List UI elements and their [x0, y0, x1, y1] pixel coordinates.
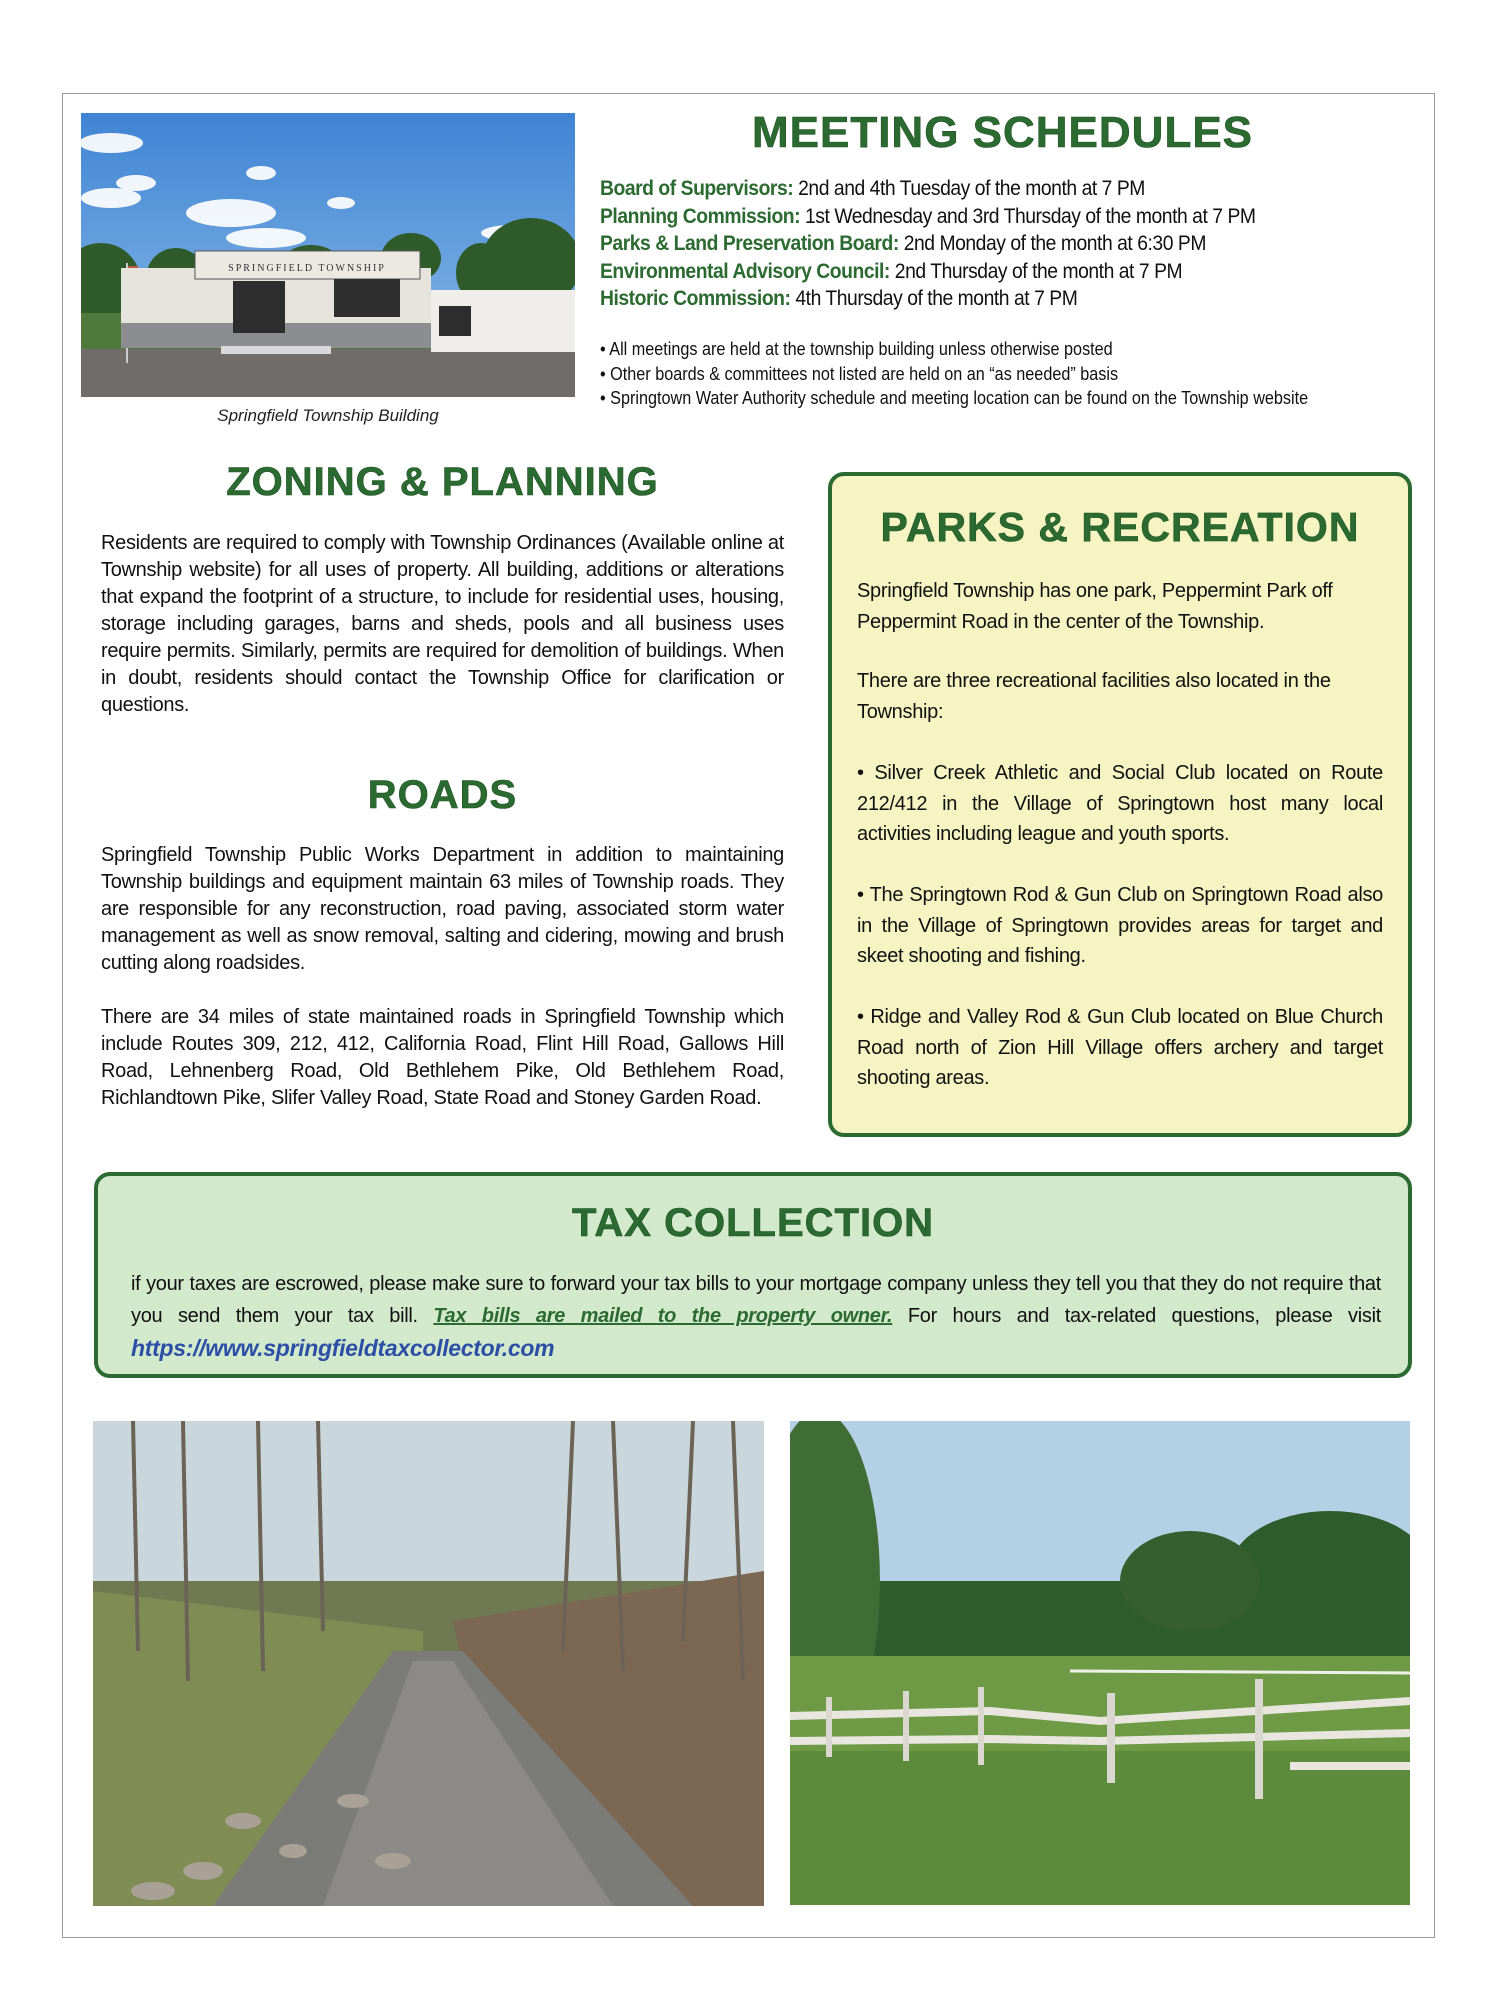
parks-intro: Springfield Township has one park, Peppermint Park off Peppermint Road in the center of the Township.	[857, 580, 1333, 633]
zoning-planning-heading: ZONING & PLANNING	[226, 460, 659, 504]
meeting-item	[600, 175, 1354, 203]
meeting-schedules-heading: MEETING SCHEDULES	[751, 108, 1254, 157]
meeting-item	[600, 285, 1354, 313]
meeting-notes	[600, 337, 1400, 411]
meeting-time: 1st Wednesday and 3rd Thursday of the month at 7 PM	[800, 204, 1256, 228]
tax-text-after: For hours and tax-related questions, please visit	[892, 1305, 1381, 1327]
tax-collection-box	[94, 1172, 1412, 1378]
meeting-note: • Other boards & committees not listed are held on an “as needed” basis	[600, 362, 1405, 387]
board-name: Historic Commission:	[600, 287, 791, 310]
meeting-note: • All meetings are held at the township building unless otherwise posted	[600, 337, 1405, 362]
meeting-item	[600, 258, 1354, 286]
facilities-intro: There are three recreational facilities also located in the Township:	[857, 670, 1331, 723]
building-sign-text: SPRINGFIELD TOWNSHIP	[228, 263, 386, 274]
tax-collection-heading: TAX COLLECTION	[571, 1201, 935, 1245]
meeting-time: 2nd Monday of the month at 6:30 PM	[898, 232, 1206, 255]
board-name: Planning Commission:	[600, 204, 801, 228]
board-name: Parks & Land Preservation Board:	[600, 232, 899, 255]
roads-paragraph: There are 34 miles of state maintained roads in Springfield Township which include Routes 309, 212, 412, California Road, Flint Hill Road, Gallows Hill Road, Lehnenberg Road, Old Bethlehem Pike, Old Bethlehem Road, Richlandtown Pike, Slifer Valley Road, State Road and Stoney Garden Road.	[101, 1006, 784, 1109]
board-name: Environmental Advisory Council:	[600, 259, 890, 283]
meeting-item	[600, 203, 1354, 231]
meeting-time: 2nd and 4th Tuesday of the month at 7 PM	[793, 177, 1145, 200]
facility-item: • Ridge and Valley Rod & Gun Club located on Blue Church Road north of Zion Hill Village offers archery and target shooting areas.	[857, 1006, 1383, 1089]
facility-item: • Silver Creek Athletic and Social Club located on Route 212/412 in the Village of Springtown host many local activities including league and youth sports.	[857, 762, 1383, 845]
field-fence-photo	[790, 1421, 1410, 1905]
meeting-schedule-list	[600, 175, 1420, 313]
tax-collector-link[interactable]: https://www.springfieldtaxcollector.com	[131, 1335, 555, 1361]
meeting-time: 2nd Thursday of the month at 7 PM	[889, 259, 1183, 283]
roads-paragraph: Springfield Township Public Works Department in addition to maintaining Township buildings and equipment maintain 63 miles of Township roads. They are responsible for any reconstruction, road paving, associated storm water management as well as snow removal, salting and cidering, mowing and brush cutting along roadsides.	[101, 844, 784, 974]
meeting-note: • Springtown Water Authority schedule and meeting location can be found on the Township website	[600, 386, 1405, 411]
building-photo-caption: Springfield Township Building	[217, 406, 439, 425]
meeting-item	[600, 230, 1354, 258]
zoning-planning-text: Residents are required to comply with Township Ordinances (Available online at Township website) for all uses of property. All building, additions or alterations that expand the footprint of a structure, to include for residential uses, housing, storage including garages, barns and sheds, pools and all business uses require permits. Similarly, permits are required for demolition of buildings. When in doubt, residents should contact the Township Office for clarification or questions.	[101, 532, 784, 716]
creek-photo	[93, 1421, 764, 1906]
facility-item: • The Springtown Rod & Gun Club on Springtown Road also in the Village of Springtown provides areas for target and skeet shooting and fishing.	[857, 884, 1383, 967]
meeting-time: 4th Thursday of the month at 7 PM	[790, 287, 1078, 310]
board-name: Board of Supervisors:	[600, 177, 794, 200]
parks-recreation-box	[828, 472, 1412, 1137]
parks-recreation-heading: PARKS & RECREATION	[880, 504, 1360, 550]
tax-bills-note: Tax bills are mailed to the property owner.	[433, 1305, 893, 1327]
tax-collection-text	[131, 1268, 1381, 1366]
roads-heading: ROADS	[367, 773, 518, 817]
tax-text-before: if your taxes are escrowed, please make sure to forward your tax bills to your mortgage company unless they tell you that they do not require that you send them your tax bill.	[131, 1273, 1381, 1327]
township-building-photo	[81, 113, 575, 397]
